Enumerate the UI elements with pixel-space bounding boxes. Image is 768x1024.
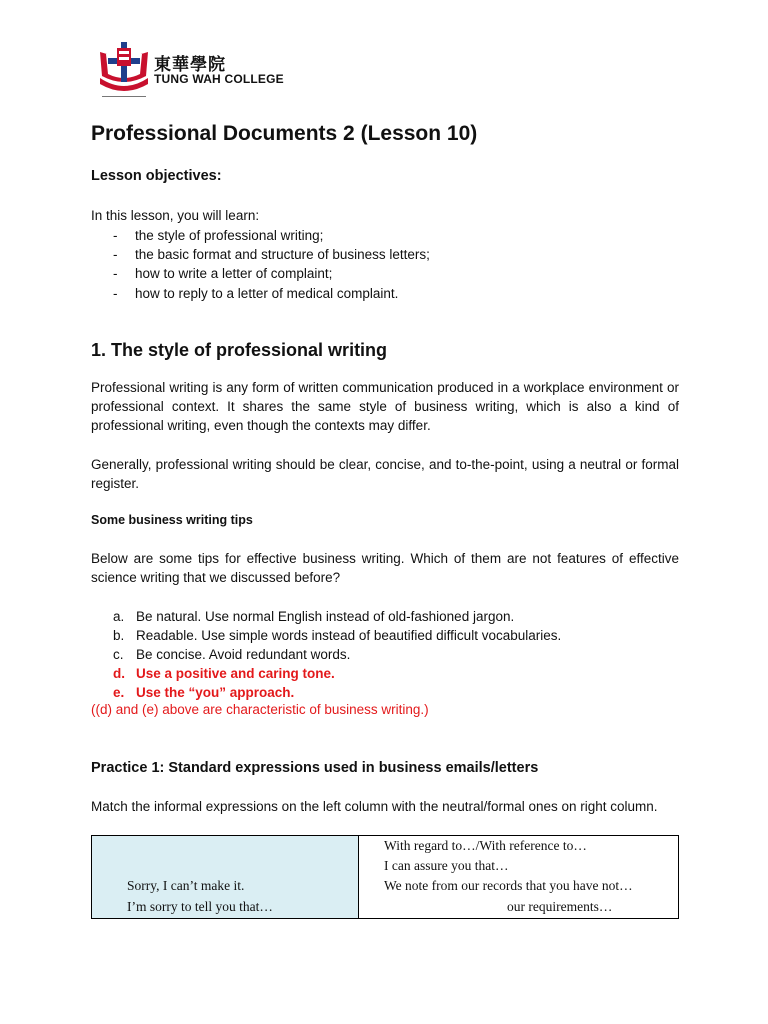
paragraph-tips-intro: Below are some tips for effective business writing. Which of them are not features of effective science writing that we discussed before? (91, 551, 679, 585)
list-item: - how to write a letter of complaint; (113, 266, 333, 282)
objectives-list (91, 226, 430, 303)
formal-expression: I can assure you that… (384, 858, 509, 873)
list-item: - the basic format and structure of business letters; (113, 247, 430, 263)
informal-expression: I’m sorry to tell you that… (127, 899, 273, 914)
paragraph-professional-writing: Professional writing is any form of written communication produced in a workplace environment or professional context. It shares the same style of business writing, which is also a kind of professional writing, even though the contexts may differ. (91, 380, 679, 433)
tips-list (91, 607, 561, 702)
objectives-intro: In this lesson, you will learn: (91, 208, 260, 223)
answer-note: ((d) and (e) above are characteristic of business writing.) (91, 702, 429, 717)
practice-heading: Practice 1: Standard expressions used in business emails/letters (91, 760, 539, 776)
logo-english-name: TUNG WAH COLLEGE (154, 72, 284, 86)
page-title: Professional Documents 2 (Lesson 10) (91, 122, 478, 145)
list-item-highlighted: e. Use the “you” approach. (113, 685, 295, 700)
practice-instruction: Match the informal expressions on the left column with the neutral/formal ones on right column. (91, 799, 658, 814)
logo-chinese-name: 東華學院 (154, 55, 226, 75)
formal-column (359, 836, 678, 918)
tips-heading: Some business writing tips (91, 513, 253, 527)
list-item: b. Readable. Use simple words instead of beautified difficult vocabularies. (113, 628, 562, 643)
list-item: - how to reply to a letter of medical complaint. (113, 285, 399, 301)
matching-table (91, 835, 679, 919)
objectives-heading: Lesson objectives: (91, 168, 222, 184)
formal-expression: With regard to…/With reference to… (384, 838, 587, 853)
list-item: - the style of professional writing; (113, 228, 324, 243)
section-heading: 1. The style of professional writing (91, 340, 388, 360)
college-crest-icon (98, 40, 150, 100)
formal-expression: our requirements… (507, 899, 613, 914)
informal-column (92, 836, 359, 918)
formal-expression: We note from our records that you have not… (384, 878, 633, 893)
college-logo (98, 40, 298, 100)
paragraph-register: Generally, professional writing should be clear, concise, and to-the-point, using a neutral or formal register. (91, 457, 679, 491)
informal-expression: Sorry, I can’t make it. (127, 878, 245, 893)
list-item-highlighted: d. Use a positive and caring tone. (113, 666, 335, 681)
list-item: a. Be natural. Use normal English instead of old-fashioned jargon. (113, 609, 515, 624)
list-item: c. Be concise. Avoid redundant words. (113, 647, 351, 662)
